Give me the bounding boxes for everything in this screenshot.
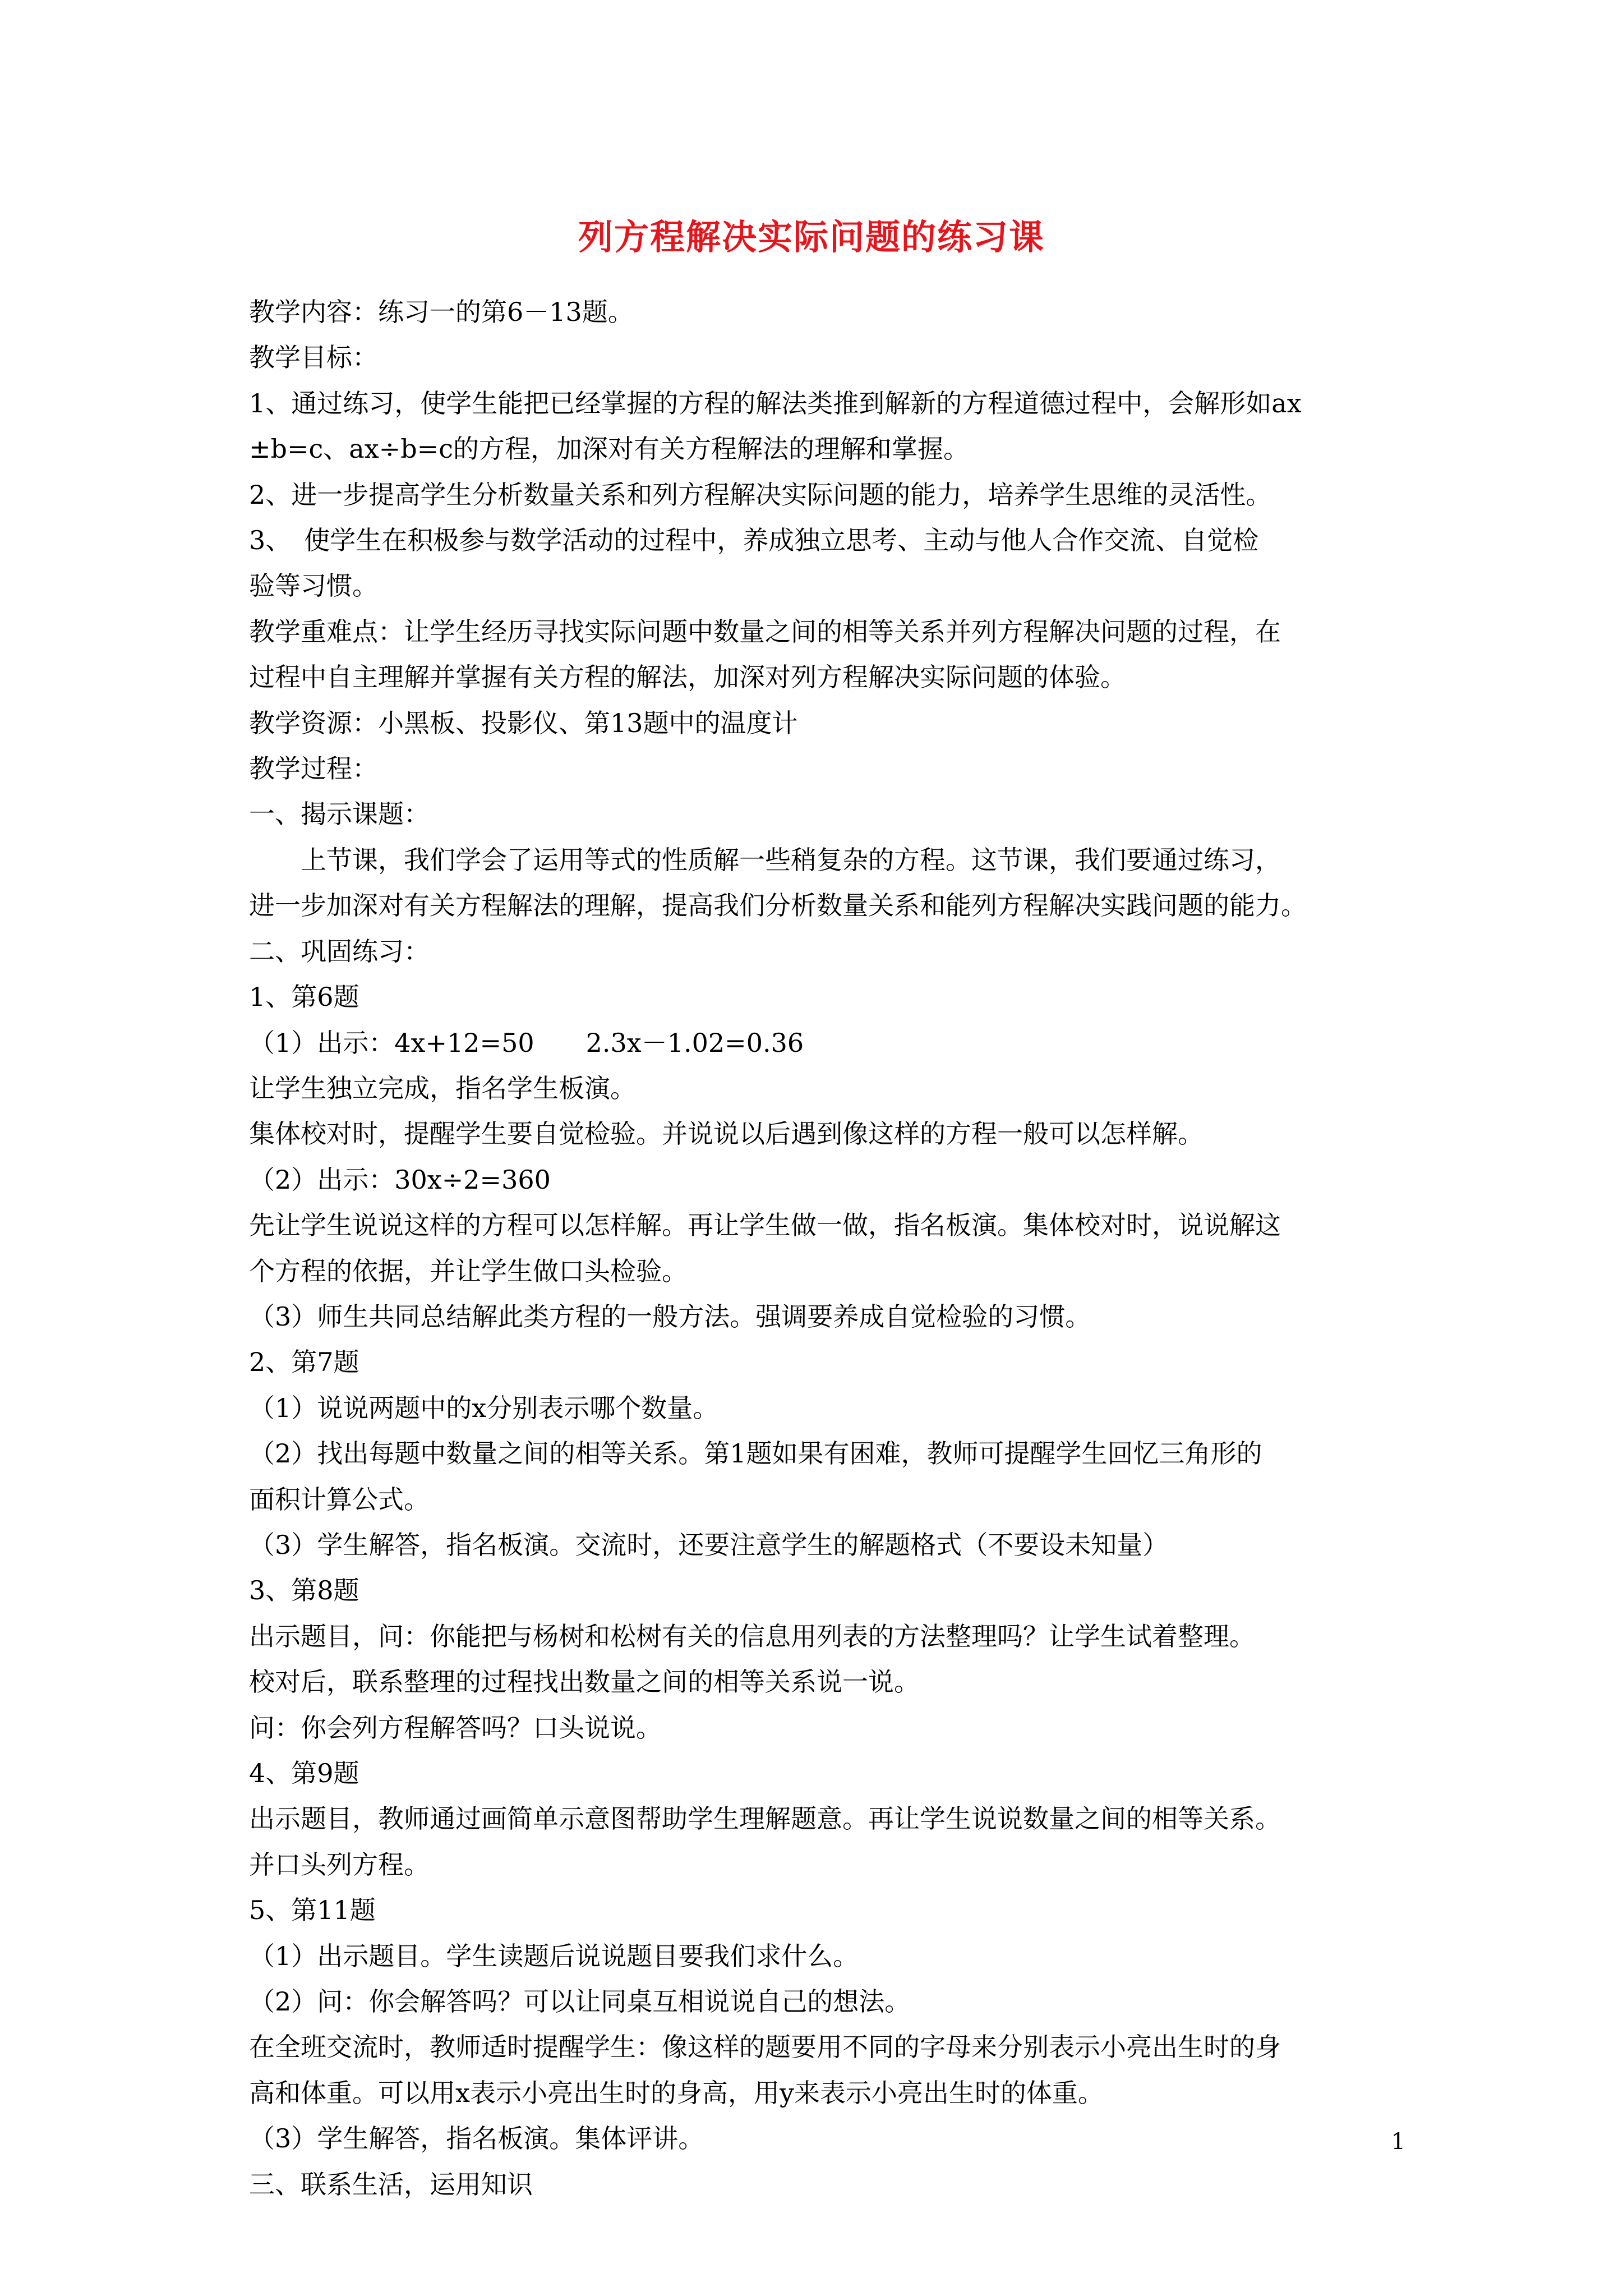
- paragraph-line: 三、联系生活，运用知识: [249, 2169, 533, 2200]
- paragraph-line: （1）出示：4x+12=50 2.3x－1.02=0.36: [249, 1027, 804, 1058]
- paragraph-line: 1、通过练习，使学生能把已经掌握的方程的解法类推到解新的方程道德过程中，会解形如ax: [249, 388, 1302, 418]
- paragraph-line: 个方程的依据，并让学生做口头检验。: [249, 1255, 688, 1286]
- paragraph-line: （2）找出每题中数量之间的相等关系。第1题如果有困难，教师可提醒学生回忆三角形的: [249, 1438, 1262, 1469]
- paragraph-line: 问：你会列方程解答吗？口头说说。: [249, 1712, 662, 1743]
- paragraph-line: 教学重难点：让学生经历寻找实际问题中数量之间的相等关系并列方程解决问题的过程，在: [249, 616, 1281, 647]
- paragraph-line: （3）师生共同总结解此类方程的一般方法。强调要养成自觉检验的习惯。: [249, 1301, 1091, 1332]
- paragraph-line: 1、第6题: [249, 982, 359, 1013]
- page-number: 1: [1391, 2129, 1405, 2155]
- paragraph-line: 校对后，联系整理的过程找出数量之间的相等关系说一说。: [249, 1667, 920, 1697]
- paragraph-line: （2）问：你会解答吗？可以让同桌互相说说自己的想法。: [249, 1986, 911, 2017]
- paragraph-line: 教学过程：: [249, 753, 378, 784]
- paragraph-line: 2、进一步提高学生分析数量关系和列方程解决实际问题的能力，培养学生思维的灵活性。: [249, 479, 1272, 510]
- paragraph-line: 并口头列方程。: [249, 1849, 430, 1880]
- paragraph-line: （3）学生解答，指名板演。交流时，还要注意学生的解题格式（不要设未知量）: [249, 1529, 1169, 1560]
- paragraph-line: 一、揭示课题：: [249, 799, 430, 830]
- paragraph-line: 上节课，我们学会了运用等式的性质解一些稍复杂的方程。这节课，我们要通过练习，: [249, 844, 1281, 875]
- document-title: 列方程解决实际问题的练习课: [578, 217, 1045, 257]
- paragraph-line: （1）说说两题中的x分别表示哪个数量。: [249, 1392, 719, 1423]
- paragraph-line: 2、第7题: [249, 1347, 359, 1378]
- paragraph-line: 先让学生说说这样的方程可以怎样解。再让学生做一做，指名板演。集体校对时，说说解这: [249, 1210, 1281, 1241]
- paragraph-line: 验等习惯。: [249, 570, 378, 601]
- paragraph-line: 二、巩固练习：: [249, 936, 430, 967]
- paragraph-line: 过程中自主理解并掌握有关方程的解法，加深对列方程解决实际问题的体验。: [249, 662, 1126, 693]
- paragraph-line: （2）出示：30x÷2=360: [249, 1164, 551, 1195]
- paragraph-line: 在全班交流时，教师适时提醒学生：像这样的题要用不同的字母来分别表示小亮出生时的身: [249, 2032, 1281, 2063]
- paragraph-line: 教学目标：: [249, 342, 378, 373]
- paragraph-line: 4、第9题: [249, 1758, 359, 1788]
- paragraph-line: （1）出示题目。学生读题后说说题目要我们求什么。: [249, 1940, 859, 1971]
- paragraph-line: 3、 使学生在积极参与数学活动的过程中，养成独立思考、主动与他人合作交流、自觉检: [249, 525, 1259, 556]
- paragraph-line: ±b=c、ax÷b=c的方程，加深对有关方程解法的理解和掌握。: [249, 434, 969, 464]
- paragraph-line: 让学生独立完成，指名学生板演。: [249, 1073, 636, 1103]
- paragraph-line: 出示题目，教师通过画简单示意图帮助学生理解题意。再让学生说说数量之间的相等关系。: [249, 1803, 1281, 1834]
- paragraph-line: 教学内容：练习一的第6－13题。: [249, 297, 634, 327]
- paragraph-line: 面积计算公式。: [249, 1484, 430, 1515]
- paragraph-line: 集体校对时，提醒学生要自觉检验。并说说以后遇到像这样的方程一般可以怎样解。: [249, 1119, 1204, 1149]
- paragraph-line: 5、第11题: [249, 1895, 376, 1926]
- paragraph-line: 3、第8题: [249, 1575, 359, 1606]
- document-body: [249, 289, 1404, 2207]
- paragraph-line: 进一步加深对有关方程解法的理解，提高我们分析数量关系和能列方程解决实践问题的能力。: [249, 890, 1307, 921]
- paragraph-line: 教学资源：小黑板、投影仪、第13题中的温度计: [249, 707, 798, 738]
- paragraph-line: （3）学生解答，指名板演。集体评讲。: [249, 2123, 704, 2154]
- paragraph-line: 出示题目，问：你能把与杨树和松树有关的信息用列表的方法整理吗？让学生试着整理。: [249, 1621, 1255, 1651]
- paragraph-line: 高和体重。可以用x表示小亮出生时的身高，用y来表示小亮出生时的体重。: [249, 2077, 1104, 2108]
